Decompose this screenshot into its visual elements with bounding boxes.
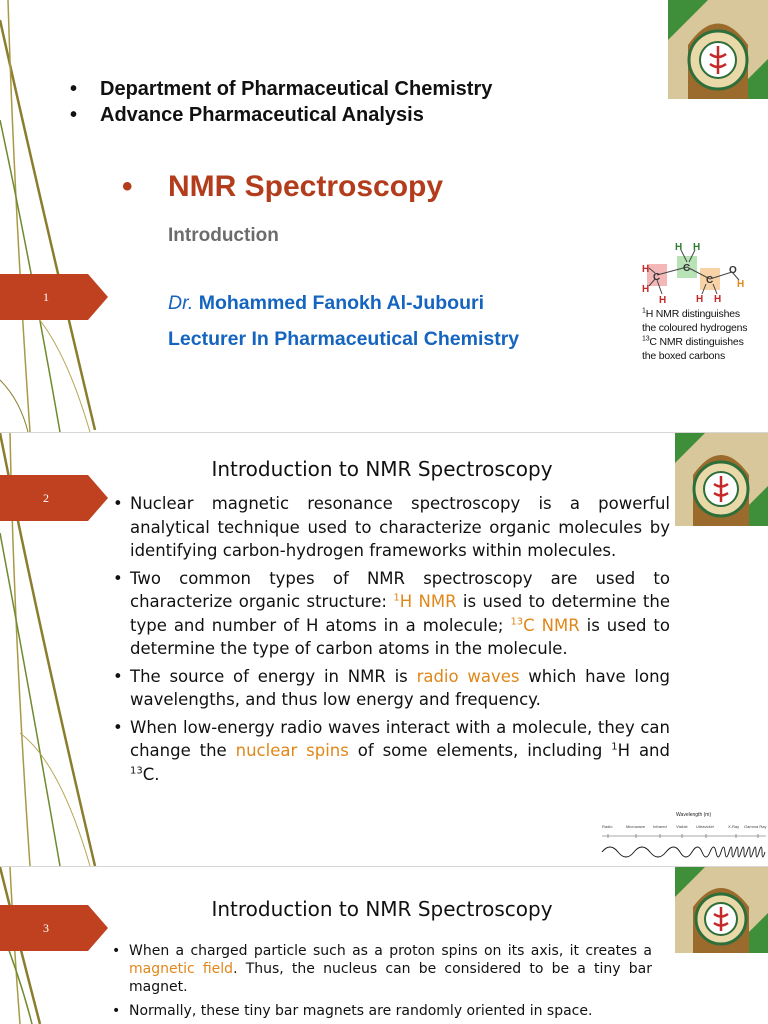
author-name: Mohammed Fanokh Al-Jubouri (198, 292, 484, 314)
bullet-text: The source of energy in NMR is (130, 666, 417, 686)
atom-label: O (729, 265, 737, 276)
sidebar-decoration (0, 0, 120, 432)
spectrum-label: X-Ray (728, 824, 740, 829)
molecule-caption (642, 307, 747, 363)
atom-label: C (706, 275, 714, 286)
bullet-item (112, 1002, 652, 1020)
spectrum-label: Radio (602, 824, 613, 829)
propanol-molecule-diagram (640, 240, 750, 306)
bullet-text: is used to determine the type of carbon atoms in the molecule. (130, 615, 670, 658)
bullet-text: . Thus, the nucleus can be considered to be a tiny bar magnet. (129, 961, 652, 995)
slide-2 (0, 433, 768, 866)
atom-label: C (653, 272, 661, 283)
title-text: NMR Spectroscopy (168, 170, 444, 203)
department-item: • Department of Pharmaceutical Chemistry (70, 76, 492, 102)
atom-label: H (737, 279, 745, 290)
slide-1 (0, 0, 768, 432)
bullet-text: H and (617, 741, 670, 760)
bullet-item (113, 492, 670, 563)
slide-subtitle: Introduction (168, 225, 279, 246)
slide-number-badge (0, 475, 108, 521)
spectrum-label: Ultraviolet (696, 824, 714, 829)
content-bullets (113, 492, 670, 790)
department-list (70, 76, 492, 128)
spectrum-title: Wavelength (m) (676, 812, 712, 818)
bullet-text: of some elements, including (348, 741, 612, 760)
highlight-text: radio waves (416, 666, 520, 686)
slide-title: Introduction to NMR Spectroscopy (211, 457, 553, 481)
caption-line: C NMR distinguishes (649, 336, 744, 348)
superscript: 1 (611, 741, 618, 753)
bullet-text: Two common types of NMR spectroscopy are used to characterize organic structure: (130, 568, 670, 611)
spectrum-label: Gamma Ray (744, 824, 767, 829)
spectrum-label: Visible (676, 824, 688, 829)
course-item: • Advance Pharmaceutical Analysis (70, 102, 492, 128)
highlight-text: C NMR (523, 615, 580, 635)
superscript: 13 (642, 335, 650, 343)
bullet-item (112, 942, 652, 996)
spectrum-label: Infrared (653, 824, 667, 829)
bullet-text: is used to determine the type and number of H atoms in a molecule; (130, 592, 670, 635)
bullet-item (113, 567, 670, 661)
slide-title (122, 170, 443, 204)
bullet-item (113, 716, 670, 787)
atom-label: C (683, 263, 691, 274)
bullet-text: When low-energy radio waves interact with a molecule, they can change the (130, 717, 670, 760)
caption-line: H NMR distinguishes (645, 308, 740, 320)
slide-title: Introduction to NMR Spectroscopy (211, 897, 553, 921)
atom-label: H (693, 242, 701, 253)
university-logo (668, 0, 768, 99)
author-role: Lecturer In Pharmaceutical Chemistry (168, 328, 520, 350)
bullet-text: C. (142, 764, 160, 784)
superscript: 13 (130, 765, 143, 776)
atom-label: H (642, 264, 650, 275)
atom-label: H (675, 242, 683, 253)
slide-3 (0, 867, 768, 1024)
author-line (168, 292, 484, 315)
highlight-text: magnetic field (129, 961, 234, 977)
author-prefix: Dr. (168, 292, 194, 314)
slide-number-badge (0, 274, 108, 320)
atom-label: H (696, 294, 704, 305)
caption-line: the boxed carbons (642, 350, 725, 362)
bullet-text: When a charged particle such as a proton spins on its axis, it creates a (129, 943, 652, 959)
atom-label: H (714, 294, 722, 305)
superscript: 1 (642, 307, 646, 315)
superscript: 13 (510, 616, 524, 627)
bullet-item (113, 665, 670, 712)
atom-label: H (642, 284, 650, 295)
spectrum-label: Microwave (626, 824, 646, 829)
bullet-text: Normally, these tiny bar magnets are randomly oriented in space. (129, 1003, 593, 1019)
caption-line: the coloured hydrogens (642, 322, 748, 334)
electromagnetic-spectrum-diagram (598, 808, 768, 860)
content-bullets (112, 942, 652, 1024)
highlight-text: H NMR (399, 592, 457, 611)
superscript: 1 (393, 592, 400, 604)
slide-number: 2 (43, 491, 49, 505)
highlight-text: nuclear spins (235, 741, 349, 760)
slide-number: 3 (43, 921, 49, 935)
slide-number: 1 (43, 290, 49, 304)
atom-label: H (659, 295, 667, 306)
bullet-text: which have long wavelengths, and thus low energy and frequency. (130, 666, 670, 709)
bullet-text: Nuclear magnetic resonance spectroscopy is a powerful analytical technique used to characterize organic molecules by identifying carbon-hydrogen frameworks within molecules. (130, 494, 670, 560)
